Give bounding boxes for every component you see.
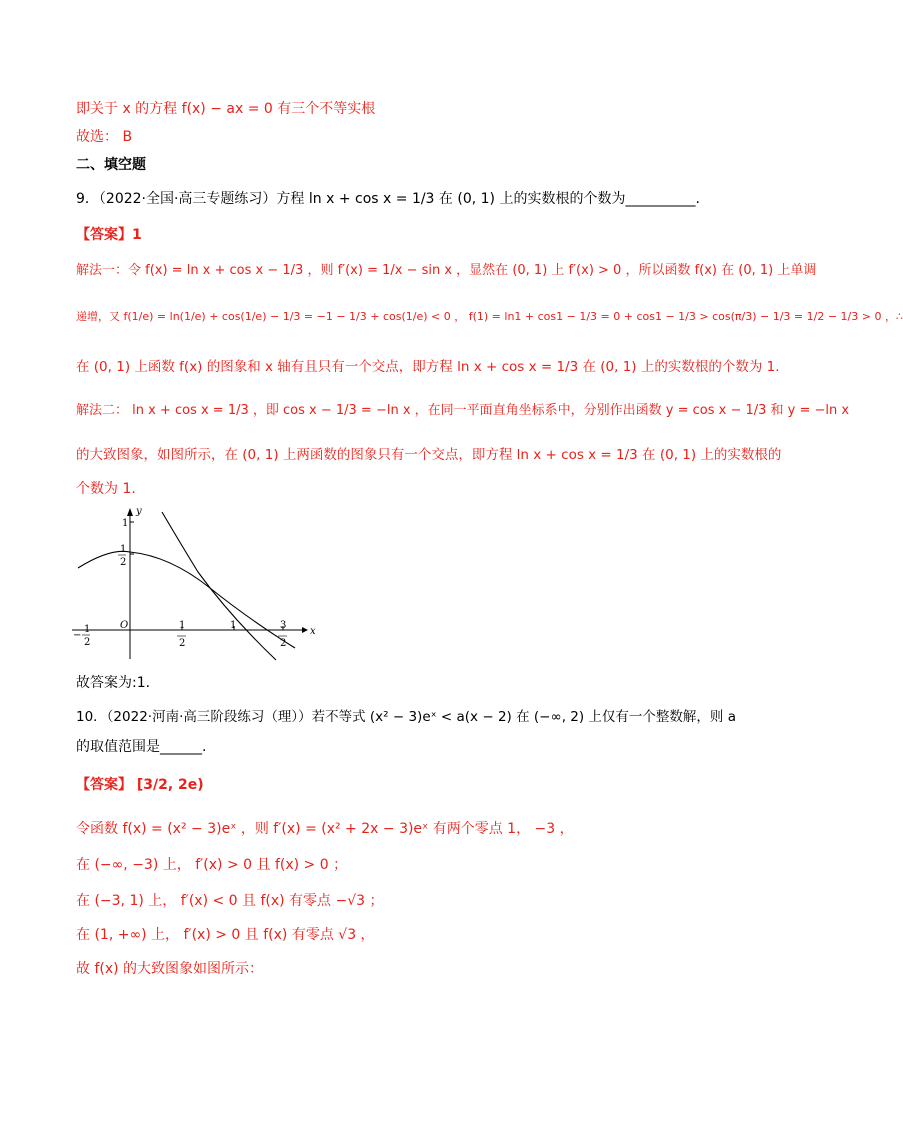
solution-line: 解法二： ln x + cos x = 1/3 ，即 cos x − 1/3 = −ln x ，在同一平面直角坐标系中，分别作出函数 y = cos x − 1/3 和 y = −ln x: [76, 403, 850, 418]
result-9: 故答案为:1.: [76, 675, 151, 691]
y-axis-label: y: [136, 506, 142, 517]
x-tick-label: 1: [84, 624, 91, 635]
x-tick-sign: −: [73, 630, 82, 641]
solution-line: 递增，又 f(1/e) = ln(1/e) + cos(1/e) − 1/3 = −1 − 1/3 + cos(1/e) < 0 ， f(1) = ln1 + cos1 − 1/3 = 0 + cos1 − 1/3 > cos(π/3) − 1/3 = 1/2 − 1/3 > 0 ，∴: [76, 310, 903, 323]
solution-line: 在 (−3, 1) 上， f′(x) < 0 且 f(x) 有零点 −√3 ；: [76, 893, 384, 909]
solution-line: 的大致图象，如图所示，在 (0, 1) 上两函数的图象只有一个交点，即方程 ln x + cos x = 1/3 在 (0, 1) 上的实数根的: [76, 447, 782, 463]
solution-line: 解法一：令 f(x) = ln x + cos x − 1/3 ，则 f′(x) = 1/x − sin x ，显然在 (0, 1) 上 f′(x) > 0 ，所以函数 f(x) 在 (0, 1) 上单调: [76, 263, 817, 278]
x-tick-label: 1: [230, 620, 237, 631]
x-tick-label: 2: [280, 638, 287, 649]
solution-line: 在 (1, +∞) 上， f′(x) > 0 且 f(x) 有零点 √3 ，: [76, 927, 375, 943]
solution-line: 在 (0, 1) 上函数 f(x) 的图象和 x 轴有且只有一个交点，即方程 ln x + cos x = 1/3 在 (0, 1) 上的实数根的个数为 1.: [76, 359, 780, 375]
x-tick-label: 3: [280, 620, 287, 631]
cos-curve: [78, 551, 295, 648]
origin-label: O: [120, 620, 129, 631]
answer-9: 【答案】1: [76, 227, 142, 243]
function-graph-figure: [70, 504, 320, 664]
x-tick-label: 2: [84, 637, 91, 648]
text-line: 故选： B: [76, 129, 133, 145]
solution-line: 故 f(x) 的大致图象如图所示：: [76, 961, 264, 977]
question-10: 的取值范围是______.: [76, 739, 207, 755]
y-tick-label: 1: [120, 544, 127, 555]
y-axis-arrow: [127, 508, 133, 516]
x-tick-label: 2: [179, 638, 186, 649]
y-tick-label: 1: [122, 518, 129, 529]
solution-line: 个数为 1.: [76, 481, 136, 497]
solution-line: 令函数 f(x) = (x² − 3)eˣ ，则 f′(x) = (x² + 2x − 3)eˣ 有两个零点 1， −3 ，: [76, 821, 574, 837]
answer-10: 【答案】 [3/2, 2e): [76, 777, 204, 793]
text-line: 即关于 x 的方程 f(x) − ax = 0 有三个不等实根: [76, 101, 376, 117]
x-tick-label: 1: [179, 620, 186, 631]
solution-line: 在 (−∞, −3) 上， f′(x) > 0 且 f(x) > 0 ；: [76, 857, 348, 873]
x-axis-arrow: [302, 627, 308, 633]
y-tick-label: 2: [120, 557, 127, 568]
x-axis-label: x: [310, 626, 316, 637]
question-9: 9．（2022·全国·高三专题练习）方程 ln x + cos x = 1/3 在 (0, 1) 上的实数根的个数为__________.: [76, 191, 700, 207]
section-heading: 二、填空题: [76, 157, 146, 173]
question-10: 10．（2022·河南·高三阶段练习（理））若不等式 (x² − 3)eˣ < a(x − 2) 在 (−∞, 2) 上仅有一个整数解，则 a: [76, 709, 736, 725]
